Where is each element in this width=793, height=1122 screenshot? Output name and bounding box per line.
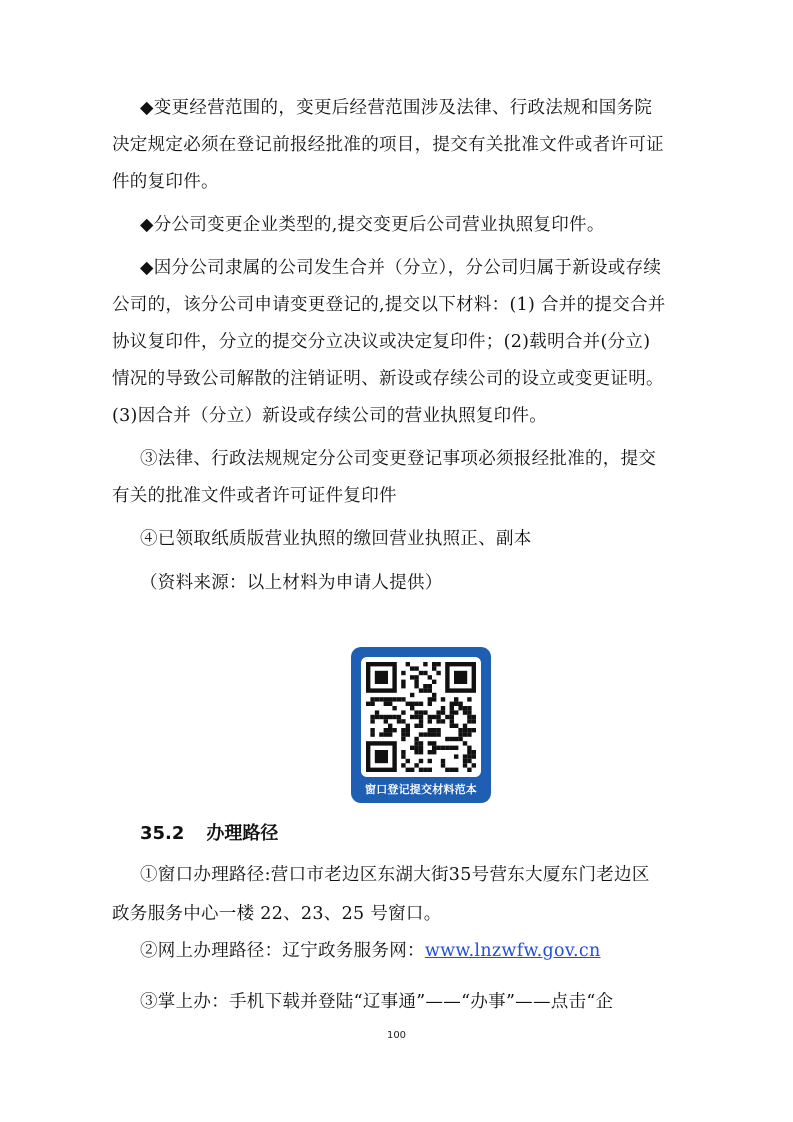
qr-code xyxy=(361,657,481,777)
route-line-web xyxy=(140,934,720,968)
route-web-label: ②网上办理路径：辽宁政务服务网： xyxy=(140,941,425,961)
paragraph-line: 决定规定必须在登记前报经批准的项目，提交有关批准文件或者许可证 xyxy=(112,135,664,155)
paragraph-line: ③法律、行政法规规定分公司变更登记事项必须报经批准的，提交 xyxy=(140,449,657,469)
paragraph-line: 件的复印件。 xyxy=(112,172,219,192)
qr-code-card xyxy=(351,647,491,803)
page-number: 100 xyxy=(386,1030,407,1041)
website-link[interactable]: www.lnzwfw.gov.cn xyxy=(424,941,601,961)
paragraph-line: (3)因合并（分立）新设或存续公司的营业执照复印件。 xyxy=(112,406,548,426)
route-line: ①窗口办理路径:营口市老边区东湖大街35号营东大厦东门老边区 xyxy=(140,865,650,885)
paragraph-line: ◆分公司变更企业类型的,提交变更后公司营业执照复印件。 xyxy=(140,215,605,235)
section-heading xyxy=(140,820,278,848)
section-title: 办理路径 xyxy=(206,823,279,844)
qr-caption: 窗口登记提交材料范本 xyxy=(365,783,477,796)
source-note: （资料来源：以上材料为申请人提供） xyxy=(140,573,443,593)
paragraph-line: ④已领取纸质版营业执照的缴回营业执照正、副本 xyxy=(140,529,532,549)
qr-code-icon xyxy=(361,657,481,777)
paragraph-line: ◆变更经营范围的，变更后经营范围涉及法律、行政法规和国务院 xyxy=(140,98,653,118)
paragraph-line: ◆因分公司隶属的公司发生合并（分立），分公司归属于新设或存续 xyxy=(140,258,662,278)
paragraph-line: 公司的，该分公司申请变更登记的,提交以下材料：(1) 合并的提交合并 xyxy=(112,295,666,315)
paragraph-line: 情况的导致公司解散的注销证明、新设或存续公司的设立或变更证明。 xyxy=(112,369,664,389)
section-number: 35.2 xyxy=(140,823,185,844)
route-line: 政务服务中心一楼 22、23、25 号窗口。 xyxy=(112,904,442,924)
route-line: ③掌上办：手机下载并登陆“辽事通”——“办事”——点击“企 xyxy=(140,992,614,1012)
paragraph-line: 有关的批准文件或者许可证件复印件 xyxy=(112,486,397,506)
paragraph-line: 协议复印件，分立的提交分立决议或决定复印件；(2)载明合并(分立) xyxy=(112,332,651,352)
